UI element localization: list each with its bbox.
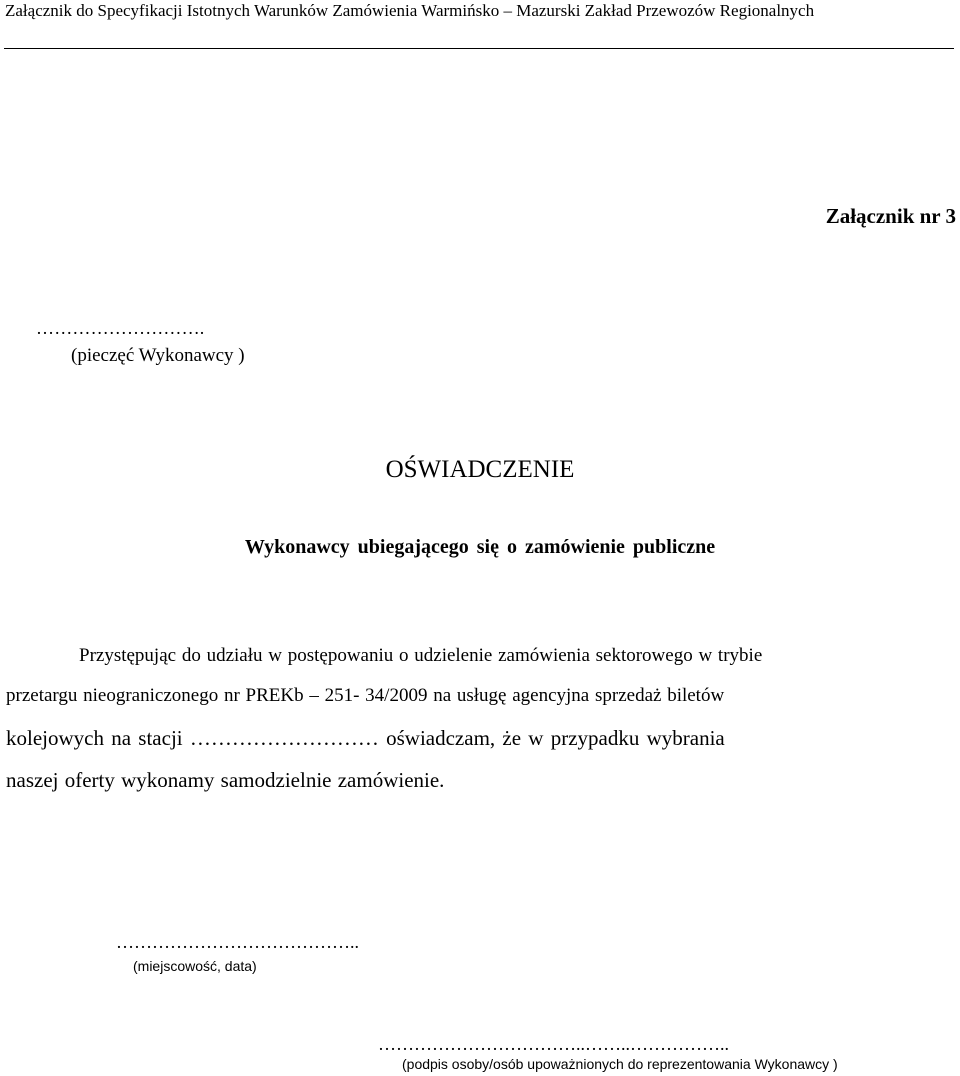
stamp-placeholder-line: ……………………….	[36, 318, 205, 338]
body-line-2: przetargu nieograniczonego nr PREKb – 251- 34/2009 na usługę agencyjna sprzedaż biletów	[6, 685, 725, 706]
header-text: Załącznik do Specyfikacji Istotnych Warunków Zamówienia Warmińsko – Mazurski Zakład Przewozów Regionalnych	[5, 1, 815, 20]
signature-line: ……………………………..……..……………..	[378, 1034, 729, 1054]
stamp-label: (pieczęć Wykonawcy )	[71, 345, 245, 366]
page-header	[4, 0, 954, 49]
body-line-4: naszej oferty wykonamy samodzielnie zamówienie.	[6, 768, 445, 792]
place-date-label: (miejscowość, data)	[133, 958, 257, 974]
body-line-1: Przystępując do udziału w postępowaniu o udzielenie zamówienia sektorowego w trybie	[79, 645, 763, 666]
body-line-3: kolejowych na stacji ……………………… oświadczam, że w przypadku wybrania	[6, 726, 725, 750]
document-title: OŚWIADCZENIE	[385, 456, 575, 483]
signature-label: (podpis osoby/osób upoważnionych do reprezentowania Wykonawcy )	[402, 1056, 838, 1072]
annex-number: Załącznik nr 3	[825, 204, 956, 228]
document-subtitle: Wykonawcy ubiegającego się o zamówienie publiczne	[244, 536, 716, 558]
place-date-line: …………………………………..	[116, 932, 359, 952]
